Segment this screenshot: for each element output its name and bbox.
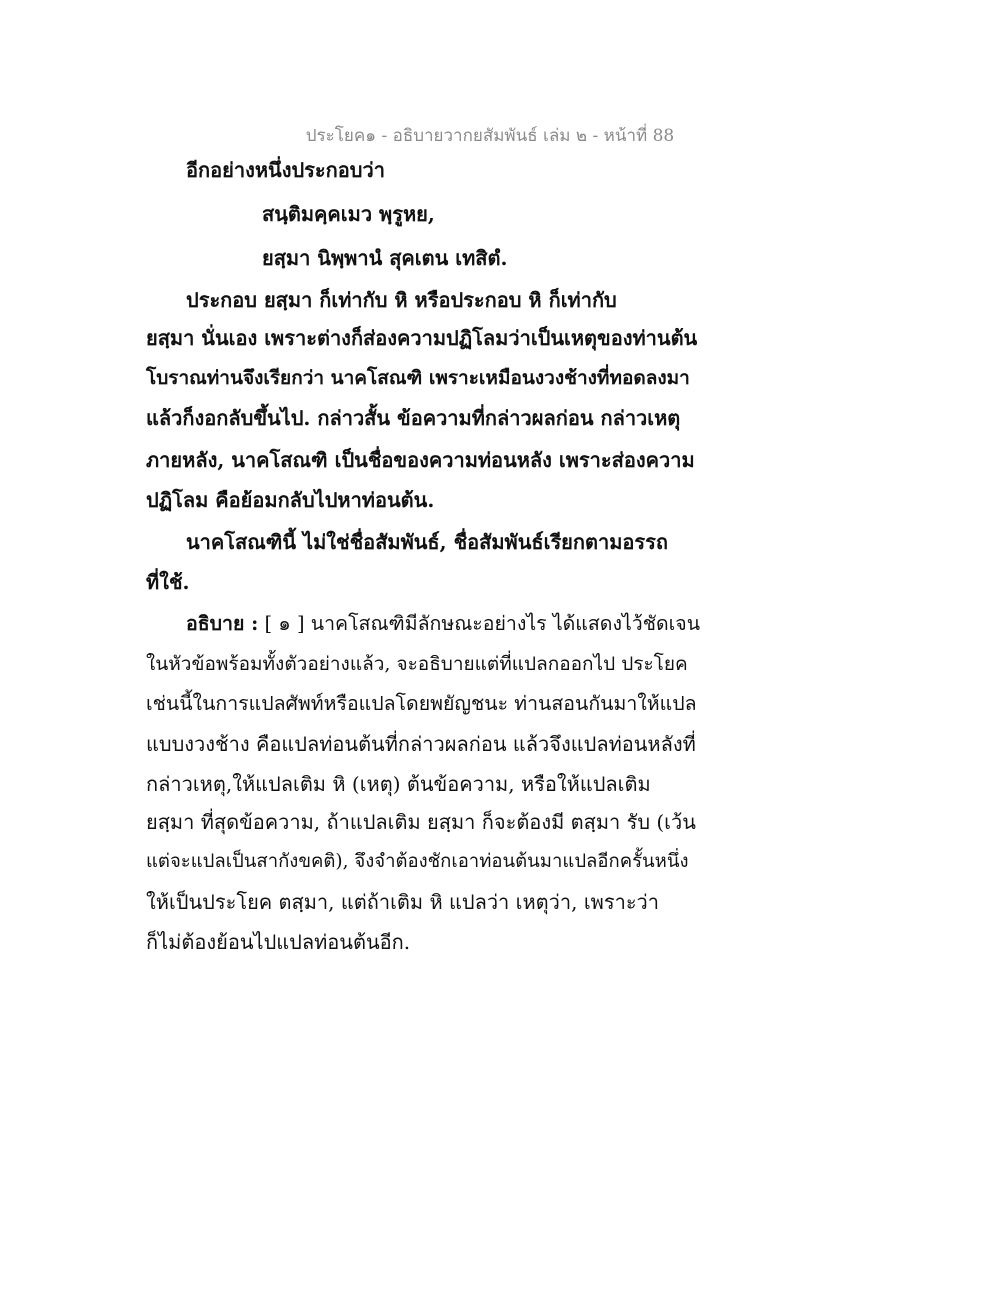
- paragraph-1-line-4: แล้วก็งอกลับขึ้นไป. กล่าวสั้น ข้อความที่กล่าวผลก่อน กล่าวเหตุ: [146, 406, 681, 430]
- explanation-line-4: แบบงวงช้าง คือแปลท่อนต้นที่กล่าวผลก่อน แล้วจึงแปลท่อนหลังที่: [146, 732, 696, 756]
- explanation-line-8: ให้เป็นประโยค ตสฺมา, แต่ถ้าเติม หิ แปลว่า เหตุว่า, เพราะว่า: [146, 890, 660, 914]
- paragraph-1-line-2: ยสฺมา นั่นเอง เพราะต่างก็ส่องความปฏิโลมว่าเป็นเหตุของท่านต้น: [146, 326, 698, 350]
- explanation-line-6: ยสฺมา ที่สุดข้อความ, ถ้าแปลเติม ยสฺมา ก็จะต้องมี ตสฺมา รับ (เว้น: [146, 810, 696, 834]
- paragraph-1-line-3: โบราณท่านจึงเรียกว่า นาคโสณฑิ เพราะเหมือนงวงช้างที่ทอดลงมา: [146, 367, 690, 389]
- explanation-line-5: กล่าวเหตุ,ให้แปลเติม หิ (เหตุ) ต้นข้อความ, หรือให้แปลเติม: [146, 772, 651, 796]
- explanation-line-1: [186, 612, 700, 636]
- explanation-line-2: ในหัวข้อพร้อมทั้งตัวอย่างแล้ว, จะอธิบายแต่ที่แปลกออกไป ประโยค: [146, 653, 688, 675]
- pali-verse-line-2: ยสฺมา นิพฺพานํ สุคเตน เทสิตํ.: [262, 246, 508, 270]
- pali-verse-line-1: สนฺติมคฺคเมว พฺรูหย,: [262, 202, 435, 226]
- explanation-line-1-text: [ ๑ ] นาคโสณฑิมีลักษณะอย่างไร ได้แสดงไว้ชัดเจน: [258, 612, 701, 635]
- running-header: ประโยค๑ - อธิบายวากยสัมพันธ์ เล่ม ๒ - หน้าที่ 88: [305, 126, 675, 146]
- explanation-line-3: เช่นนี้ในการแปลศัพท์หรือแปลโดยพยัญชนะ ท่านสอนกันมาให้แปล: [146, 692, 697, 715]
- paragraph-1-line-5: ภายหลัง, นาคโสณฑิ เป็นชื่อของความท่อนหลัง เพราะส่องความ: [146, 448, 695, 472]
- explanation-line-7: แต่จะแปลเป็นสากังขคติ), จึงจำต้องชักเอาท่อนต้นมาแปลอีกครั้นหนึ่ง: [146, 851, 689, 872]
- explanation-line-9: ก็ไม่ต้องย้อนไปแปลท่อนต้นอีก.: [146, 930, 411, 954]
- intro-line: อีกอย่างหนึ่งประกอบว่า: [186, 158, 385, 182]
- paragraph-2-line-2: ที่ใช้.: [146, 570, 190, 594]
- paragraph-1-line-6: ปฏิโลม คือย้อมกลับไปหาท่อนต้น.: [146, 488, 435, 512]
- paragraph-1-line-1: ประกอบ ยสฺมา ก็เท่ากับ หิ หรือประกอบ หิ ก็เท่ากับ: [186, 288, 617, 312]
- paragraph-2-line-1: นาคโสณฑินี้ ไม่ใช่ชื่อสัมพันธ์, ชื่อสัมพันธ์เรียกตามอรรถ: [186, 530, 669, 554]
- explanation-label: อธิบาย :: [186, 612, 259, 635]
